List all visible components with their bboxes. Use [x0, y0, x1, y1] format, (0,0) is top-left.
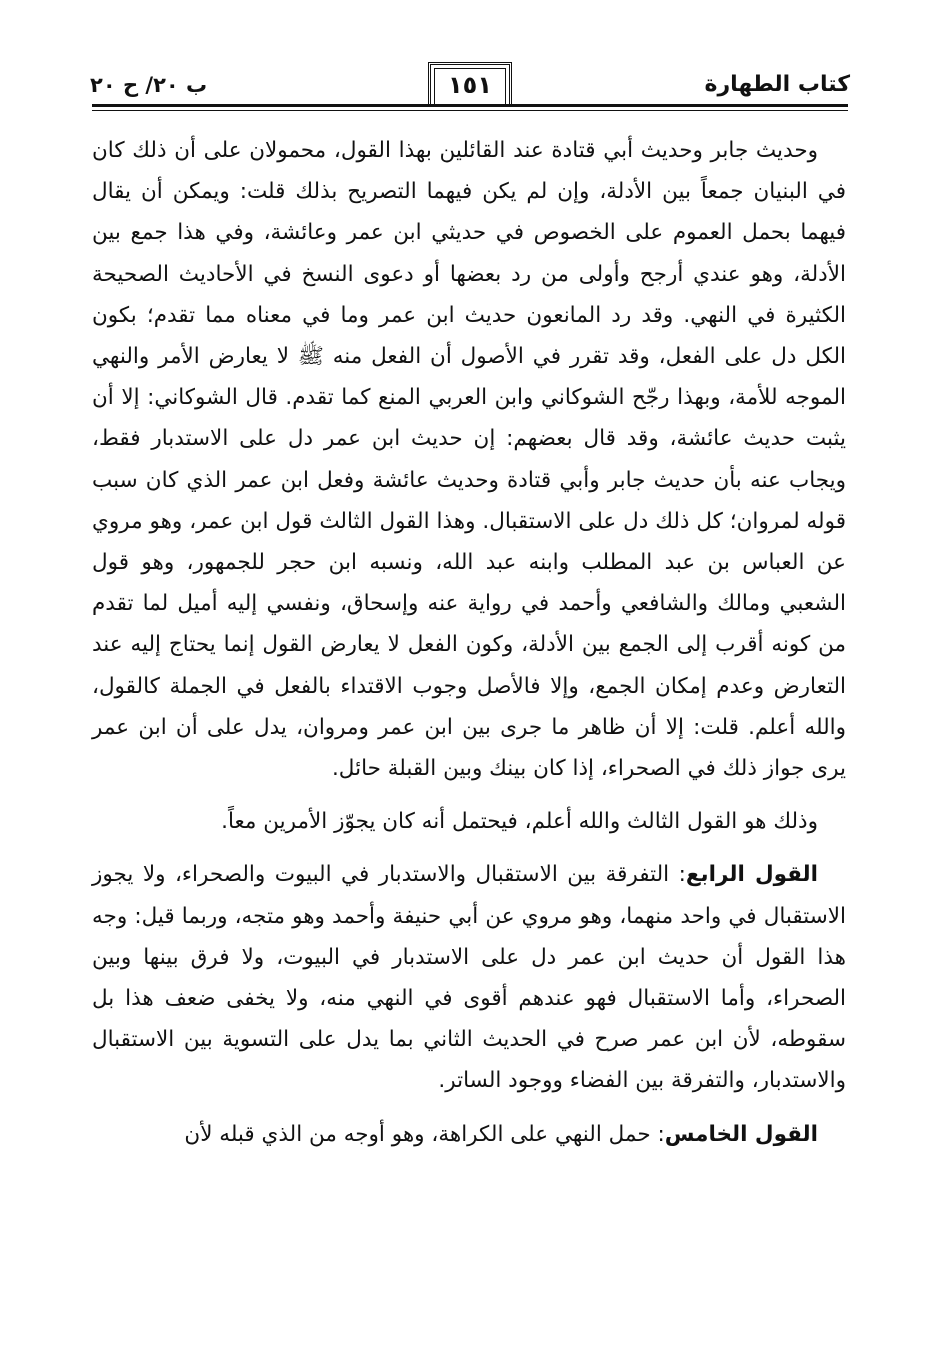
- chapter-reference: ب ٢٠/ ح ٢٠: [90, 73, 208, 97]
- page-number: ١٥١: [448, 71, 492, 99]
- paragraph-2: وذلك هو القول الثالث والله أعلم، فيحتمل أنه كان يجوّز الأمرين معاً.: [221, 809, 818, 835]
- fourth-opinion-heading: القول الرابع: [685, 862, 818, 888]
- paragraph-3: القول الرابع: التفرقة بين الاستقبال والاستدبار في البيوت والصحراء، ولا يجوز الاستقبال في واحد منهما، وهو مروي عن أبي حنيفة وأحمد وهو متجه، وربما قيل: وجه هذا القول أن حديث ابن عمر دل على الاستدبار في البيوت، ولا فرق بينها وبين الصحراء، وأما الاستقبال فهو عندهم أقوى في النهي منه، ولا يخفى ضعف هذا بل سقوطه، لأن ابن عمر صرح في الحديث الثاني بما يدل على التسوية بين الاستقبال والاستدبار، والتفرقة بين الفضاء ووجود الساتر.: [92, 862, 846, 1094]
- running-header: [90, 58, 850, 118]
- book-title: كتاب الطهارة: [704, 72, 850, 97]
- page-number-frame: [428, 62, 512, 104]
- fifth-opinion-heading: القول الخامس: [664, 1121, 818, 1147]
- body-text: [92, 130, 846, 1155]
- header-rule: [92, 104, 848, 107]
- paragraph-1: وحديث جابر وحديث أبي قتادة عند القائلين بهذا القول، محمولان على أن ذلك كان في البنيان جمعاً بين الأدلة، وإن لم يكن فيهما التصريح بذلك قلت: ويمكن أن يقال فيهما بحمل العموم على الخصوص في حديثي ابن عمر وعائشة، وفي هذا جمع بين الأدلة، وهو عندي أرجح وأولى من رد بعضها أو دعوى النسخ في الأحاديث الصحيحة الكثيرة في النهي. وقد رد المانعون حديث ابن عمر وما في معناه مما تقدم؛ بكون الكل دل على الفعل، وقد تقرر في الأصول أن الفعل منه ﷺ لا يعارض الأمر والنهي الموجه للأمة، وبهذا رجّح الشوكاني وابن العربي المنع كما تقدم. قال الشوكاني: إلا أن يثبت حديث عائشة، وقد قال بعضهم: إن حديث ابن عمر دل على الاستدبار فقط، ويجاب عنه بأن حديث جابر وأبي قتادة وحديث عائشة وفعل ابن عمر الذي كان سبب قوله لمروان؛ كل ذلك دل على الاستقبال. وهذا القول الثالث قول ابن عمر، وهو مروي عن العباس بن عبد المطلب وابنه عبد الله، ونسبه ابن حجر للجمهور، وهو قول الشعبي ومالك والشافعي وأحمد في رواية عنه وإسحاق، ونفسي إليه أميل لما تقدم من كونه أقرب إلى الجمع بين الأدلة، وكون الفعل لا يعارض القول إنما يحتاج إليه عند التعارض وعدم إمكان الجمع، وإلا فالأصل وجوب الاقتداء بالفعل في الجملة كالقول، والله أعلم. قلت: إلا أن ظاهر ما جرى بين ابن عمر ومروان، يدل على أن ابن عمر يرى جواز ذلك في الصحراء، إذا كان بينك وبين القبلة حائل.: [92, 138, 846, 782]
- header-rule-thin: [92, 110, 848, 111]
- paragraph-4: القول الخامس: حمل النهي على الكراهة، وهو أوجه من الذي قبله لأن: [184, 1121, 818, 1147]
